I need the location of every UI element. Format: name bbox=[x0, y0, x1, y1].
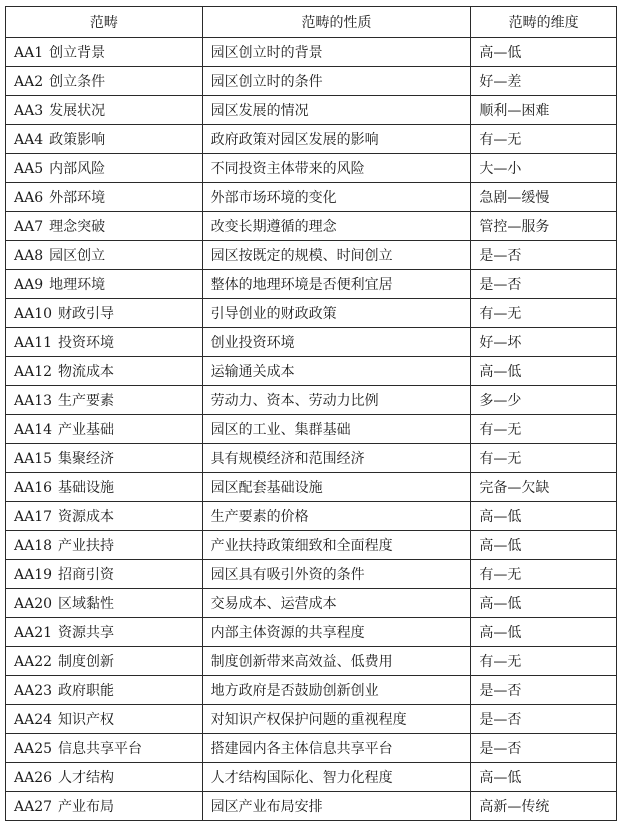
dimension-cell: 急剧—缓慢 bbox=[471, 183, 617, 212]
category-cell bbox=[6, 241, 203, 270]
property-cell: 交易成本、运营成本 bbox=[202, 589, 471, 618]
category-name: 资源共享 bbox=[58, 625, 115, 641]
dimension-cell: 有—无 bbox=[471, 415, 617, 444]
property-cell: 搭建园内各主体信息共享平台 bbox=[202, 734, 471, 763]
property-cell: 引导创业的财政政策 bbox=[202, 299, 471, 328]
category-code: AA9 bbox=[14, 277, 44, 293]
category-code: AA2 bbox=[14, 74, 44, 90]
table-row bbox=[6, 676, 617, 705]
category-name: 政策影响 bbox=[49, 132, 106, 148]
category-code: AA6 bbox=[14, 190, 44, 206]
category-cell bbox=[6, 183, 203, 212]
category-code: AA26 bbox=[14, 770, 53, 786]
dimension-cell: 高—低 bbox=[471, 38, 617, 67]
category-code: AA12 bbox=[14, 364, 53, 380]
category-name: 产业扶持 bbox=[58, 538, 115, 554]
table-row bbox=[6, 792, 617, 821]
dimension-cell: 高—低 bbox=[471, 357, 617, 386]
dimension-cell: 是—否 bbox=[471, 676, 617, 705]
table-row bbox=[6, 502, 617, 531]
category-name: 区域黏性 bbox=[58, 596, 115, 612]
dimension-cell: 好—差 bbox=[471, 67, 617, 96]
category-name: 制度创新 bbox=[58, 654, 115, 670]
category-cell bbox=[6, 618, 203, 647]
property-cell: 制度创新带来高效益、低费用 bbox=[202, 647, 471, 676]
category-name: 信息共享平台 bbox=[58, 741, 143, 757]
category-name: 发展状况 bbox=[49, 103, 106, 119]
table-row bbox=[6, 560, 617, 589]
category-code: AA4 bbox=[14, 132, 44, 148]
category-cell bbox=[6, 734, 203, 763]
category-name: 物流成本 bbox=[58, 364, 115, 380]
category-code: AA18 bbox=[14, 538, 53, 554]
category-cell bbox=[6, 270, 203, 299]
category-cell bbox=[6, 763, 203, 792]
table-row bbox=[6, 473, 617, 502]
table-row bbox=[6, 67, 617, 96]
category-cell bbox=[6, 67, 203, 96]
category-name: 地理环境 bbox=[49, 277, 106, 293]
category-cell bbox=[6, 212, 203, 241]
property-cell: 政府政策对园区发展的影响 bbox=[202, 125, 471, 154]
property-cell: 对知识产权保护问题的重视程度 bbox=[202, 705, 471, 734]
dimension-cell: 高—低 bbox=[471, 502, 617, 531]
property-cell: 具有规模经济和范围经济 bbox=[202, 444, 471, 473]
category-name: 创立条件 bbox=[49, 74, 106, 90]
header-dimension: 范畴的维度 bbox=[471, 7, 617, 38]
category-cell bbox=[6, 473, 203, 502]
table-row bbox=[6, 183, 617, 212]
category-cell bbox=[6, 705, 203, 734]
table-row bbox=[6, 154, 617, 183]
category-name: 产业布局 bbox=[58, 799, 115, 815]
category-cell bbox=[6, 357, 203, 386]
header-row bbox=[6, 7, 617, 38]
property-cell: 园区按既定的规模、时间创立 bbox=[202, 241, 471, 270]
category-code: AA10 bbox=[14, 306, 53, 322]
category-code: AA15 bbox=[14, 451, 53, 467]
category-code: AA22 bbox=[14, 654, 53, 670]
property-cell: 运输通关成本 bbox=[202, 357, 471, 386]
property-cell: 劳动力、资本、劳动力比例 bbox=[202, 386, 471, 415]
table-row bbox=[6, 763, 617, 792]
dimension-cell: 高新—传统 bbox=[471, 792, 617, 821]
dimension-cell: 好—坏 bbox=[471, 328, 617, 357]
category-name: 人才结构 bbox=[58, 770, 115, 786]
property-cell: 园区具有吸引外资的条件 bbox=[202, 560, 471, 589]
property-cell: 地方政府是否鼓励创新创业 bbox=[202, 676, 471, 705]
dimension-cell: 是—否 bbox=[471, 270, 617, 299]
category-cell bbox=[6, 444, 203, 473]
category-cell bbox=[6, 299, 203, 328]
dimension-cell: 是—否 bbox=[471, 734, 617, 763]
category-code: AA7 bbox=[14, 219, 44, 235]
table-row bbox=[6, 589, 617, 618]
category-name: 内部风险 bbox=[49, 161, 106, 177]
category-code: AA17 bbox=[14, 509, 53, 525]
property-cell: 不同投资主体带来的风险 bbox=[202, 154, 471, 183]
property-cell: 产业扶持政策细致和全面程度 bbox=[202, 531, 471, 560]
table-row bbox=[6, 386, 617, 415]
dimension-cell: 多—少 bbox=[471, 386, 617, 415]
category-cell bbox=[6, 96, 203, 125]
property-cell: 园区创立时的背景 bbox=[202, 38, 471, 67]
dimension-cell: 高—低 bbox=[471, 531, 617, 560]
table-row bbox=[6, 299, 617, 328]
dimension-cell: 有—无 bbox=[471, 299, 617, 328]
header-category: 范畴 bbox=[6, 7, 203, 38]
category-name: 基础设施 bbox=[58, 480, 115, 496]
category-code: AA8 bbox=[14, 248, 44, 264]
category-name: 知识产权 bbox=[58, 712, 115, 728]
property-cell: 生产要素的价格 bbox=[202, 502, 471, 531]
dimension-cell: 是—否 bbox=[471, 705, 617, 734]
category-name: 财政引导 bbox=[58, 306, 115, 322]
category-code: AA11 bbox=[14, 335, 53, 351]
dimension-cell: 有—无 bbox=[471, 444, 617, 473]
dimension-cell: 有—无 bbox=[471, 647, 617, 676]
category-cell bbox=[6, 502, 203, 531]
category-name: 产业基础 bbox=[58, 422, 115, 438]
property-cell: 改变长期遵循的理念 bbox=[202, 212, 471, 241]
dimension-cell: 完备—欠缺 bbox=[471, 473, 617, 502]
category-name: 政府职能 bbox=[58, 683, 115, 699]
table-row bbox=[6, 734, 617, 763]
category-cell bbox=[6, 647, 203, 676]
table-row bbox=[6, 96, 617, 125]
table-body bbox=[6, 38, 617, 821]
category-code: AA16 bbox=[14, 480, 53, 496]
table-row bbox=[6, 705, 617, 734]
category-code: AA27 bbox=[14, 799, 53, 815]
dimension-cell: 高—低 bbox=[471, 763, 617, 792]
dimension-cell: 大—小 bbox=[471, 154, 617, 183]
table-row bbox=[6, 125, 617, 154]
category-code: AA21 bbox=[14, 625, 53, 641]
category-cell bbox=[6, 154, 203, 183]
category-cell bbox=[6, 792, 203, 821]
table-row bbox=[6, 647, 617, 676]
table-row bbox=[6, 415, 617, 444]
category-code: AA20 bbox=[14, 596, 53, 612]
header-property: 范畴的性质 bbox=[202, 7, 471, 38]
category-cell bbox=[6, 328, 203, 357]
category-name: 创立背景 bbox=[49, 45, 106, 61]
category-code: AA19 bbox=[14, 567, 53, 583]
dimension-cell: 高—低 bbox=[471, 589, 617, 618]
category-code: AA25 bbox=[14, 741, 53, 757]
table-row bbox=[6, 531, 617, 560]
category-code: AA13 bbox=[14, 393, 53, 409]
category-code: AA24 bbox=[14, 712, 53, 728]
table-row bbox=[6, 270, 617, 299]
category-name: 理念突破 bbox=[49, 219, 106, 235]
category-cell bbox=[6, 676, 203, 705]
category-cell bbox=[6, 125, 203, 154]
category-code: AA3 bbox=[14, 103, 44, 119]
category-name: 生产要素 bbox=[58, 393, 115, 409]
category-name: 招商引资 bbox=[58, 567, 115, 583]
category-cell bbox=[6, 531, 203, 560]
property-cell: 园区的工业、集群基础 bbox=[202, 415, 471, 444]
property-cell: 整体的地理环境是否便利宜居 bbox=[202, 270, 471, 299]
category-name: 集聚经济 bbox=[58, 451, 115, 467]
category-cell bbox=[6, 38, 203, 67]
property-cell: 园区产业布局安排 bbox=[202, 792, 471, 821]
property-cell: 创业投资环境 bbox=[202, 328, 471, 357]
table-row bbox=[6, 444, 617, 473]
category-code: AA1 bbox=[14, 45, 44, 61]
dimension-cell: 是—否 bbox=[471, 241, 617, 270]
table-row bbox=[6, 618, 617, 647]
category-cell bbox=[6, 386, 203, 415]
category-cell bbox=[6, 415, 203, 444]
category-cell bbox=[6, 589, 203, 618]
dimension-cell: 顺利—困难 bbox=[471, 96, 617, 125]
category-name: 投资环境 bbox=[58, 335, 115, 351]
category-name: 资源成本 bbox=[58, 509, 115, 525]
table-row bbox=[6, 212, 617, 241]
property-cell: 园区发展的情况 bbox=[202, 96, 471, 125]
category-code: AA5 bbox=[14, 161, 44, 177]
category-name: 园区创立 bbox=[49, 248, 106, 264]
table-row bbox=[6, 328, 617, 357]
property-cell: 人才结构国际化、智力化程度 bbox=[202, 763, 471, 792]
property-cell: 内部主体资源的共享程度 bbox=[202, 618, 471, 647]
category-code: AA14 bbox=[14, 422, 53, 438]
dimension-cell: 管控—服务 bbox=[471, 212, 617, 241]
category-name: 外部环境 bbox=[49, 190, 106, 206]
table-row bbox=[6, 38, 617, 67]
category-cell bbox=[6, 560, 203, 589]
property-cell: 外部市场环境的变化 bbox=[202, 183, 471, 212]
dimension-cell: 有—无 bbox=[471, 125, 617, 154]
table-row bbox=[6, 357, 617, 386]
property-cell: 园区创立时的条件 bbox=[202, 67, 471, 96]
table-row bbox=[6, 241, 617, 270]
dimension-cell: 有—无 bbox=[471, 560, 617, 589]
category-table bbox=[5, 6, 617, 821]
category-code: AA23 bbox=[14, 683, 53, 699]
dimension-cell: 高—低 bbox=[471, 618, 617, 647]
property-cell: 园区配套基础设施 bbox=[202, 473, 471, 502]
